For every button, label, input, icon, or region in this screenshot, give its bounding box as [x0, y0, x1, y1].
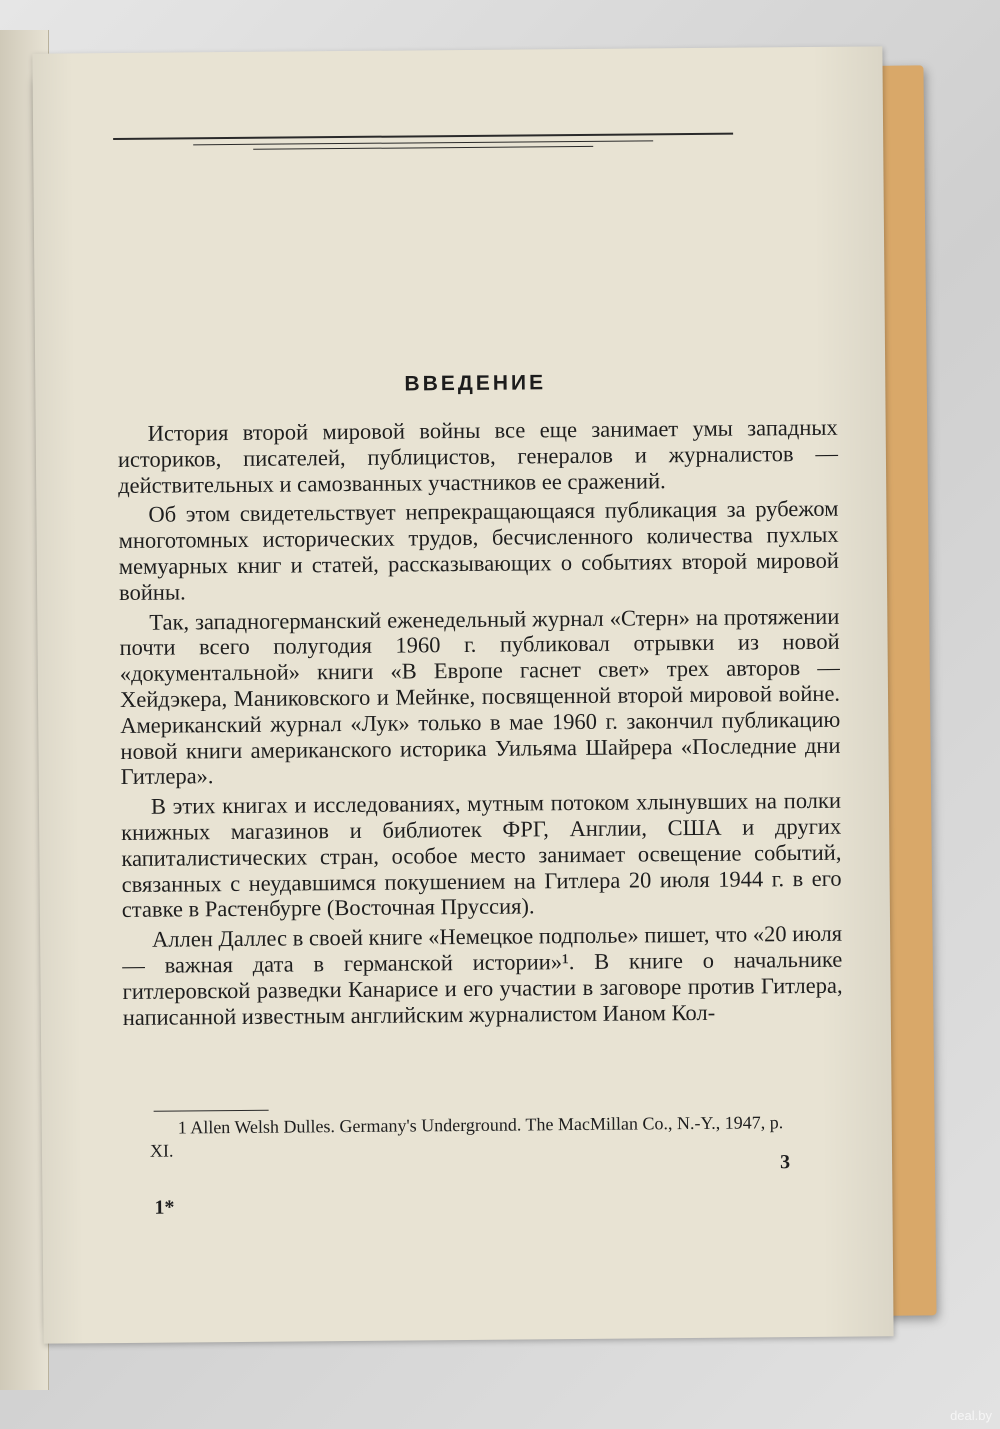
rule-line-top [113, 133, 733, 140]
body-text [118, 415, 843, 1035]
footnote-divider [154, 1110, 269, 1112]
paragraph-4: В этих книгах и исследованиях, мутным потоком хлынувших на полки книжных магазинов и библиотек ФРГ, Англии, США и других капиталистических стран, особое место занимает освещение событий, связанных с неудавшимся покушением на Гитлера 20 июля 1944 г. в его ставке в Растенбурге (Восточная Пруссия). [121, 787, 842, 923]
paragraph-3: Так, западногерманский еженедельный журнал «Стерн» на протяжении почти всего полугодия 1960 г. публиковал отрывки из новой «документальной» книги «В Европе гаснет свет» трех авторов — Хейдэкера, Маниковского и Мейнке, посвященной второй мировой войне. Американский журнал «Лук» только в мае 1960 г. закончил публикацию новой книги американского историка Уильяма Шайрера «Последние дни Гитлера». [119, 603, 841, 790]
footnote: 1 Allen Welsh Dulles. Germany's Underground. The MacMillan Co., N.-Y., 1947, p. XI. [149, 1112, 784, 1161]
paragraph-1: История второй мировой войны все еще занимает умы западных историков, писателей, публицистов, генералов и журналистов — действительных и самозванных участников ее сражений. [117, 414, 839, 498]
paragraph-2: Об этом свидетельствует непрекращающаяся публикация за рубежом многотомных исторических трудов, бесчисленного количества пухлых мемуарных книг и статей, рассказывающих о событиях второй мировой войны. [118, 496, 839, 605]
book-page [32, 46, 893, 1343]
signature-mark: 1* [154, 1196, 175, 1219]
watermark: deal.by [950, 1408, 992, 1423]
page-number: 3 [779, 1151, 791, 1174]
ornamental-rule [113, 133, 733, 151]
paragraph-5: Аллен Даллес в своей книге «Немецкое подполье» пишет, что «20 июля — важная дата в германской истории»¹. В книге о начальнике гитлеровской разведки Канарисе и его участии в заговоре против Гитлера, написанной известным английским журналистом Ианом Кол- [122, 920, 843, 1030]
rule-line-bottom [253, 146, 593, 150]
chapter-heading: ВВЕДЕНИЕ [404, 371, 547, 396]
rule-line-middle [193, 140, 653, 145]
